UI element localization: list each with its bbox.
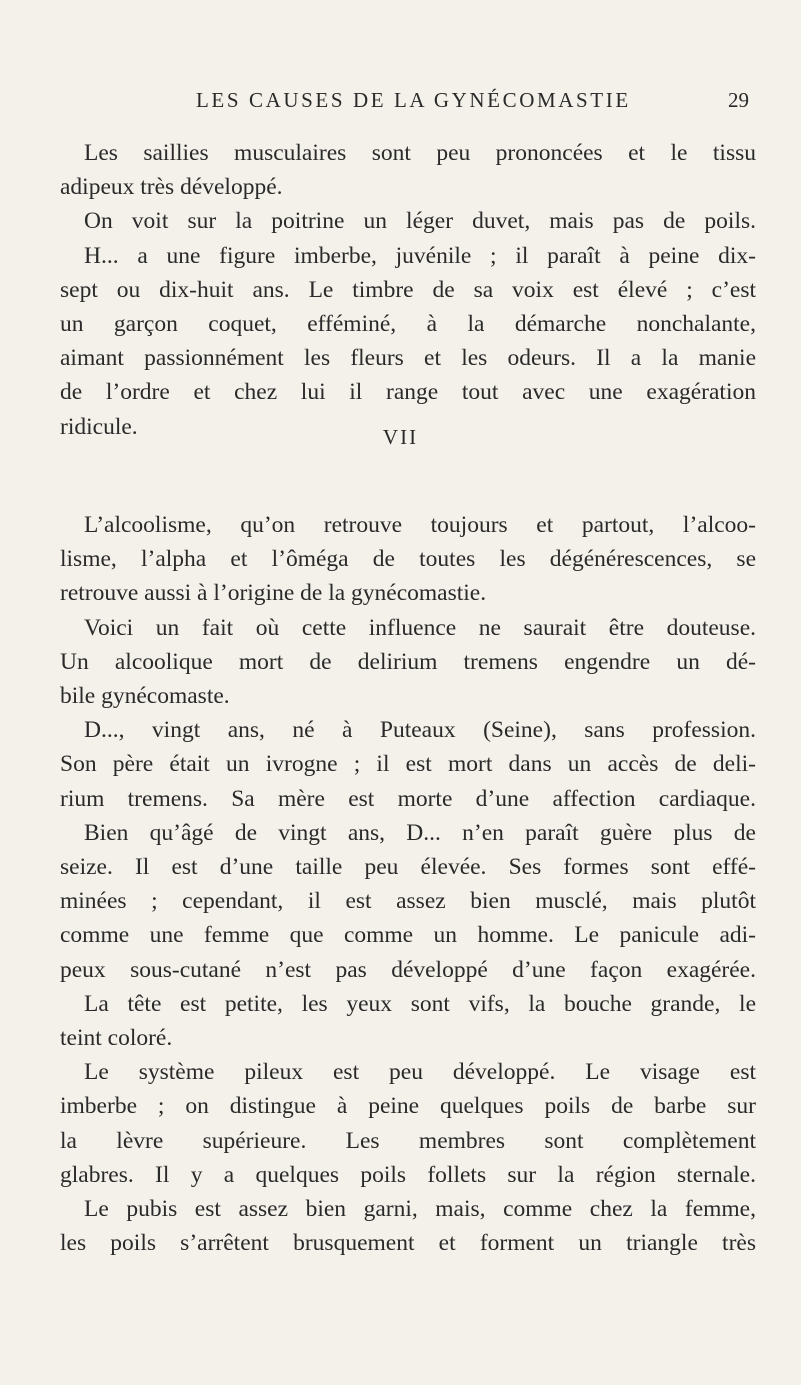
text-line: Voici un fait où cette influence ne saurait être douteuse.: [84, 614, 756, 641]
text-line: On voit sur la poitrine un léger duvet, mais pas de poils.: [84, 208, 756, 235]
text-line: peux sous-cutané n’est pas développé d’une façon exagérée.: [60, 956, 756, 983]
text-line: de l’ordre et chez lui il range tout avec une exagération: [60, 379, 756, 406]
text-line: un garçon coquet, efféminé, à la démarche nonchalante,: [60, 311, 756, 338]
text-line: H... a une figure imberbe, juvénile ; il paraît à peine dix-: [84, 242, 756, 269]
text-line: teint coloré.: [60, 1025, 173, 1052]
text-line: seize. Il est d’une taille peu élevée. Ses formes sont effé-: [60, 854, 756, 881]
text-line: Un alcoolique mort de delirium tremens engendre un dé-: [60, 648, 756, 675]
text-line: retrouve aussi à l’origine de la gynécomastie.: [60, 580, 487, 607]
text-line: glabres. Il y a quelques poils follets sur la région sternale.: [60, 1161, 756, 1188]
text-line: bile gynécomaste.: [60, 683, 230, 710]
paragraph-block-2: [60, 508, 756, 1260]
text-line: rium tremens. Sa mère est morte d’une affection cardiaque.: [60, 785, 756, 812]
text-line: La tête est petite, les yeux sont vifs, la bouche grande, le: [84, 990, 756, 1017]
paragraph-block-1: [60, 136, 756, 444]
text-line: D..., vingt ans, né à Puteaux (Seine), sans profession.: [84, 717, 756, 744]
text-line: les poils s’arrêtent brusquement et forment un triangle très: [60, 1230, 756, 1257]
text-line: aimant passionnément les fleurs et les odeurs. Il a la manie: [60, 345, 756, 372]
text-line: Son père était un ivrogne ; il est mort dans un accès de deli-: [60, 751, 756, 778]
text-line: ridicule.: [60, 413, 138, 440]
text-line: Les saillies musculaires sont peu prononcées et le tissu: [84, 140, 756, 166]
text-line: Bien qu’âgé de vingt ans, D... n’en paraît guère plus de: [84, 819, 756, 846]
text-line: minées ; cependant, il est assez bien musclé, mais plutôt: [60, 888, 756, 915]
text-line: adipeux très développé.: [60, 174, 283, 201]
running-title: LES CAUSES DE LA GYNÉCOMASTIE: [196, 88, 631, 112]
text-line: la lèvre supérieure. Les membres sont complètement: [60, 1127, 756, 1154]
text-line: sept ou dix-huit ans. Le timbre de sa voix est élevé ; c’est: [60, 276, 756, 303]
section-heading: VII: [382, 425, 419, 449]
text-line: Le pubis est assez bien garni, mais, comme chez la femme,: [84, 1196, 756, 1223]
page-number: 29: [728, 88, 749, 112]
text-line: lisme, l’alpha et l’ôméga de toutes les dégénérescences, se: [60, 546, 756, 573]
text-line: imberbe ; on distingue à peine quelques poils de barbe sur: [60, 1093, 756, 1120]
text-line: Le système pileux est peu développé. Le visage est: [84, 1059, 756, 1086]
text-line: L’alcoolisme, qu’on retrouve toujours et partout, l’alcoo-: [84, 512, 756, 538]
text-line: comme une femme que comme un homme. Le panicule adi-: [60, 922, 756, 949]
